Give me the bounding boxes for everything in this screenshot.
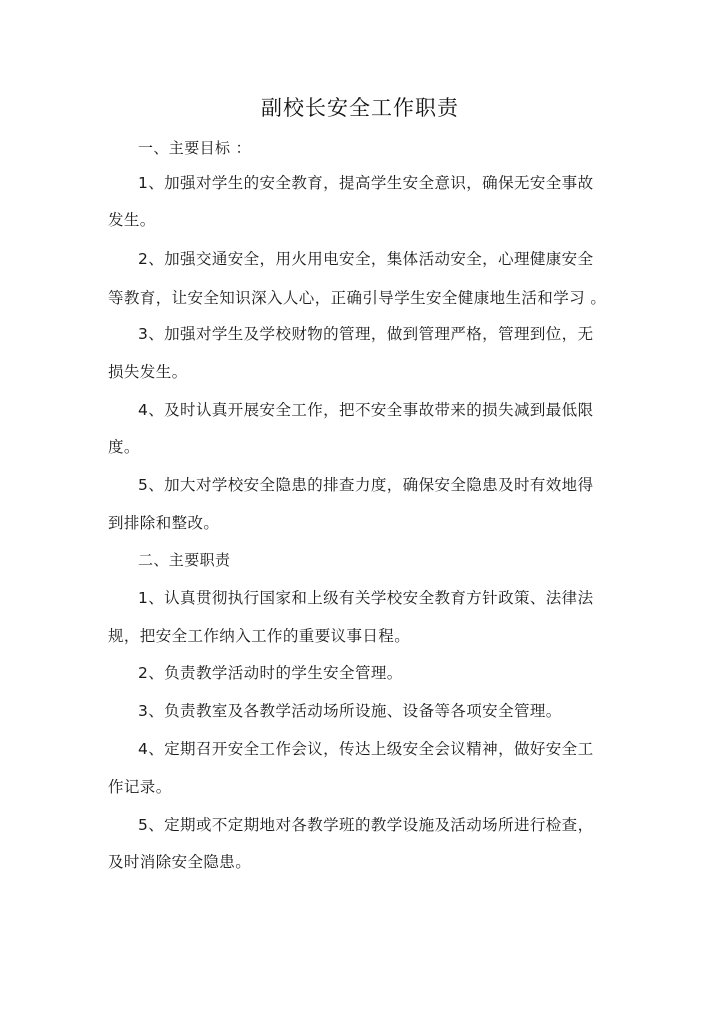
- page-title: 副校长安全工作职责: [261, 96, 459, 120]
- section-heading-goals: 一、主要目标 ：: [138, 139, 251, 157]
- goal-item-5-line1: 5、加大对学校安全隐患的排查力度，确保安全隐患及时有效地得: [138, 476, 594, 494]
- duty-item-2-line1: 2、负责教学活动时的学生安全管理。: [138, 664, 403, 682]
- duty-item-4-line1: 4、定期召开安全工作会议，传达上级安全会议精神，做好安全工: [138, 740, 594, 758]
- section-heading-duties: 二、主要职责: [138, 551, 231, 569]
- goal-item-2-line1: 2、加强交通安全，用火用电安全，集体活动安全，心理健康安全: [138, 250, 594, 268]
- goal-item-1-line1: 1、加强对学生的安全教育，提高学生安全意识，确保无安全事故: [138, 174, 594, 192]
- goal-item-4-line1: 4、及时认真开展安全工作，把不安全事故带来的损失减到最低限: [138, 401, 594, 419]
- duty-item-5-line1: 5、定期或不定期地对各教学班的教学设施及活动场所进行检查，: [138, 816, 594, 834]
- goal-item-2-line2: 等教育，让安全知识深入人心，正确引导学生安全健康地生活和学习 。: [108, 289, 607, 307]
- duty-item-1-line1: 1、认真贯彻执行国家和上级有关学校安全教育方针政策、法律法: [138, 589, 594, 607]
- duty-item-4-line2: 作记录。: [108, 778, 172, 796]
- duty-item-3-line1: 3、负责教室及各教学活动场所设施、设备等各项安全管理。: [138, 702, 562, 720]
- goal-item-4-line2: 度。: [108, 438, 140, 456]
- duty-item-5-line2: 及时消除安全隐患。: [108, 853, 252, 871]
- goal-item-3-line2: 损失发生。: [108, 363, 188, 381]
- duty-item-1-line2: 规，把安全工作纳入工作的重要议事日程。: [108, 627, 411, 645]
- goal-item-3-line1: 3、加强对学生及学校财物的管理，做到管理严格，管理到位，无: [138, 325, 594, 343]
- goal-item-1-line2: 发生。: [108, 211, 156, 229]
- goal-item-5-line2: 到排除和整改。: [108, 514, 220, 532]
